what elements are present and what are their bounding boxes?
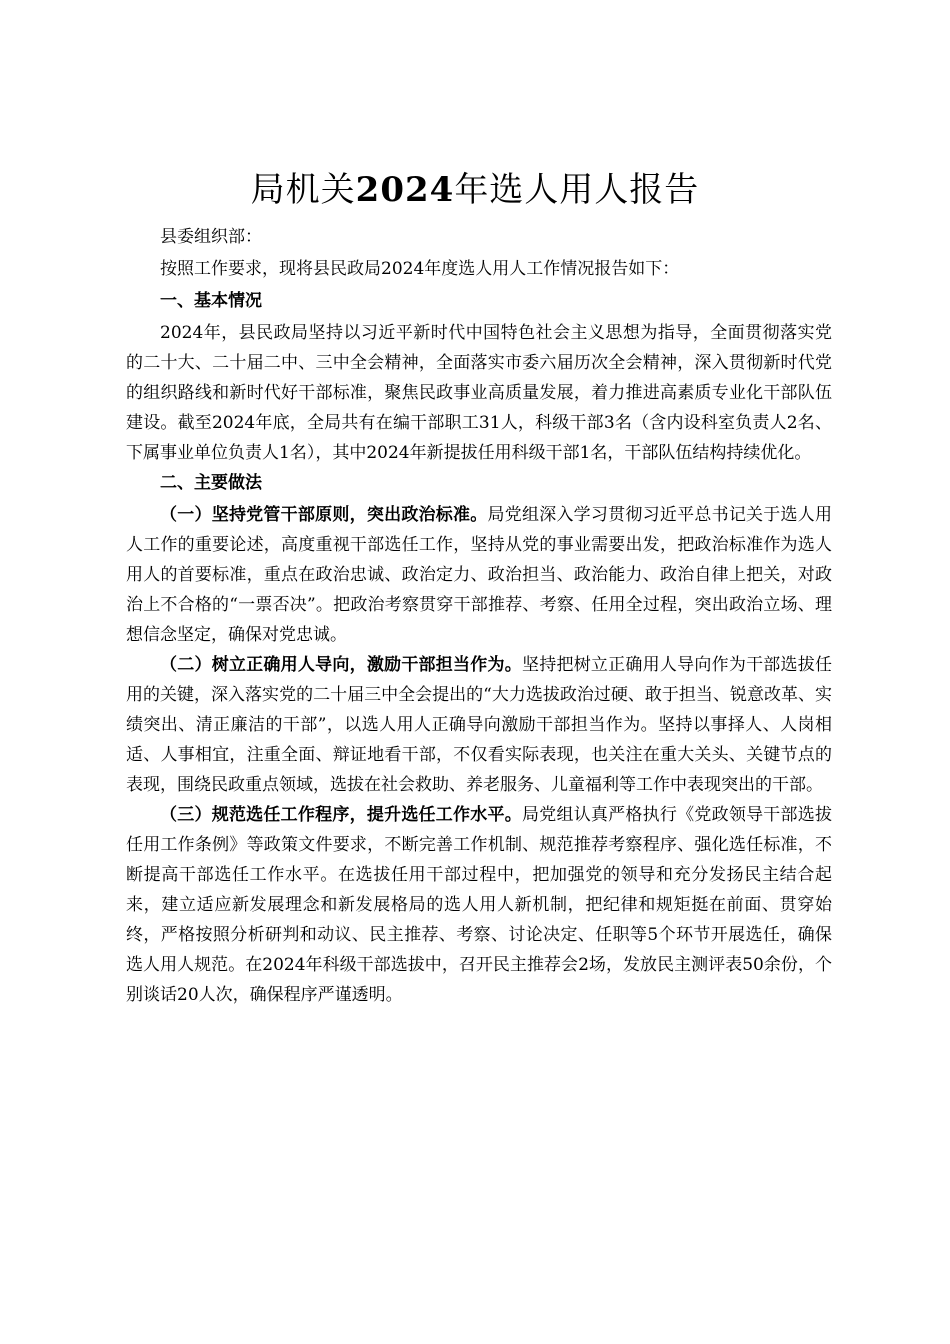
paragraph-practice-2 <box>126 650 832 800</box>
document-title <box>0 166 950 214</box>
salutation: 县委组织部： <box>160 227 262 247</box>
paragraph-subheading: （二）树立正确用人导向，激励干部担当作为。 <box>160 655 522 675</box>
paragraph-text: 局党组深入学习贯彻习近平总书记关于选人用人工作的重要论述，高度重视干部选任工作，坚持从党的事业需要出发，把政治标准作为选人用人的首要标准，重点在政治忠诚、政治定力、政治担当、政治能力、政治自律上把关，对政治上不合格的“一票否决”。把政治考察贯穿干部推荐、考察、任用全过程，突出政治立场、理想信念坚定，确保对党忠诚。 <box>126 505 832 645</box>
paragraph-basic-situation <box>126 318 832 468</box>
paragraph-text: 坚持把树立正确用人导向作为干部选拔任用的关键，深入落实党的二十届三中全会提出的“大力选拔政治过硬、敢于担当、锐意改革、实绩突出、清正廉洁的干部”，以选人用人正确导向激励干部担当作为。坚持以事择人、人岗相适、人事相宜，注重全面、辩证地看干部，不仅看实际表现，也关注在重大关头、关键节点的表现，围绕民政重点领域，选拔在社会救助、养老服务、儿童福利等工作中表现突出的干部。 <box>126 655 833 795</box>
paragraph-practice-3 <box>126 800 832 1010</box>
section-heading-basic: 一、基本情况 <box>160 291 262 311</box>
paragraph-subheading: （一）坚持党管干部原则，突出政治标准。 <box>160 505 488 525</box>
document-body <box>126 222 832 1010</box>
title-prefix: 局机关 <box>250 170 356 210</box>
paragraph-text: 局党组认真严格执行《党政领导干部选拔任用工作条例》等政策文件要求，不断完善工作机制、规范推荐考察程序、强化选任标准，不断提高干部选任工作水平。在选拔任用干部过程中，把加强党的领导和充分发扬民主结合起来，建立适应新发展理念和新发展格局的选人用人新机制，把纪律和规矩挺在前面、贯穿始终，严格按照分析研判和动议、民主推荐、考察、讨论决定、任职等5个环节开展选任，确保选人用人规范。在2024年科级干部选拔中，召开民主推荐会2场，发放民主测评表50余份，个别谈话20人次，确保程序严谨透明。 <box>126 805 833 1005</box>
paragraph-practice-1 <box>126 500 832 650</box>
lead-paragraph: 按照工作要求，现将县民政局2024年度选人用人工作情况报告如下： <box>160 259 680 279</box>
paragraph-subheading: （三）规范选任工作程序，提升选任工作水平。 <box>160 805 522 825</box>
title-year: 2024 <box>355 170 455 210</box>
paragraph-text: 2024年，县民政局坚持以习近平新时代中国特色社会主义思想为指导，全面贯彻落实党的二十大、二十届二中、三中全会精神，全面落实市委六届历次全会精神，深入贯彻新时代党的组织路线和新时代好干部标准，聚焦民政事业高质量发展，着力推进高素质专业化干部队伍建设。截至2024年底，全局共有在编干部职工31人，科级干部3名（含内设科室负责人2名、下属事业单位负责人1名），其中2024年新提拔任用科级干部1名，干部队伍结构持续优化。 <box>126 323 832 463</box>
title-suffix: 年选人用人报告 <box>454 170 700 210</box>
section-heading-practices: 二、主要做法 <box>160 473 262 493</box>
